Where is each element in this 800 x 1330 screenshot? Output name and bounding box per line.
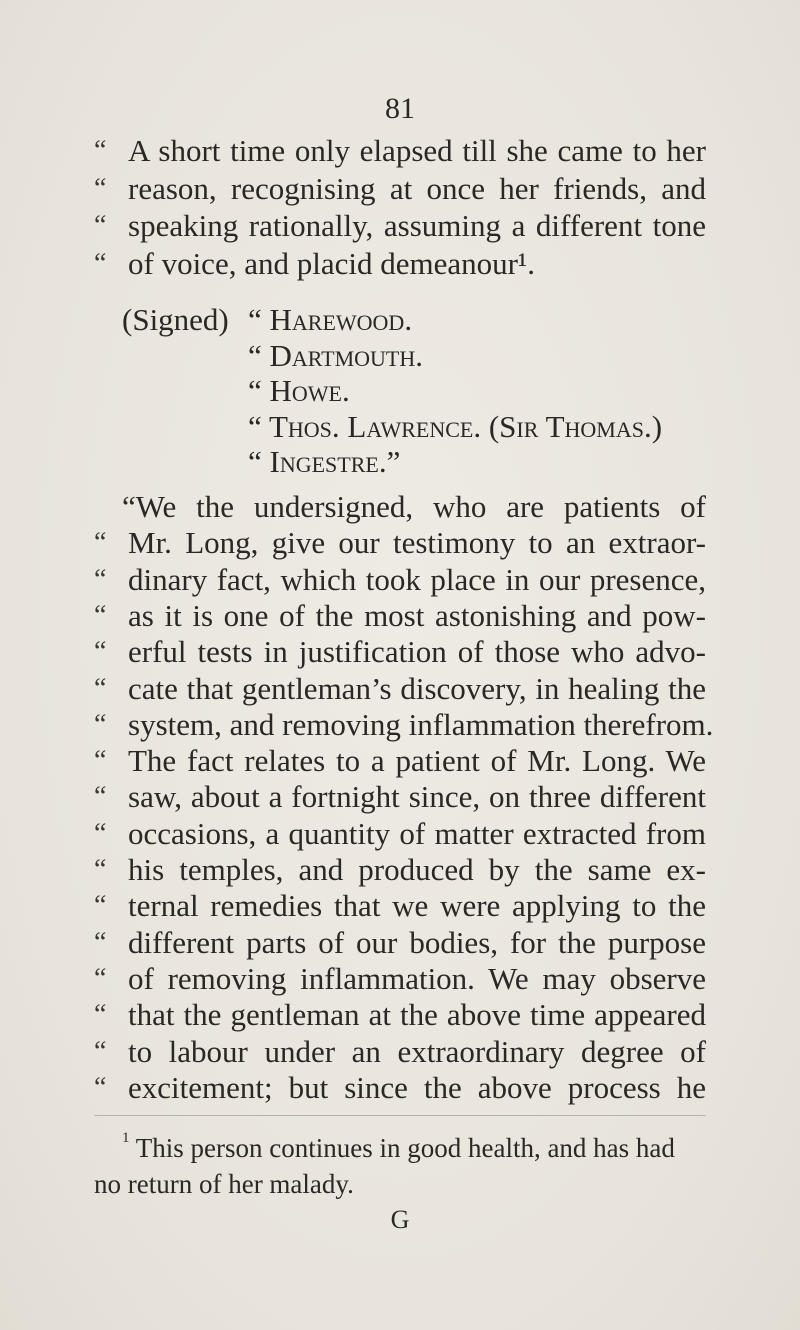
- para2-line-4: as it is one of the most astonishing and pow-: [128, 597, 706, 633]
- signed-label: (Signed): [122, 302, 229, 337]
- footnote-line-2: no return of her malady.: [94, 1169, 354, 1199]
- quote-mark: “: [94, 854, 107, 885]
- quote-mark: “: [94, 1071, 107, 1103]
- quote-mark: “: [94, 172, 107, 204]
- para1-line-1: A short time only elapsed till she came to her: [128, 133, 706, 168]
- quote-mark: “: [94, 781, 107, 813]
- printer-signature-mark: G: [390, 1205, 410, 1234]
- quote-mark: “: [94, 527, 107, 559]
- para2-line-9: saw, about a fortnight since, on three different: [128, 779, 706, 815]
- quote-mark: “: [94, 247, 107, 279]
- para2-line-8: The fact relates to a patient of Mr. Long. We: [128, 743, 706, 779]
- quote-mark: “: [94, 210, 107, 241]
- quote-mark: “: [94, 708, 107, 740]
- footnote-text: This person continues in good health, and has had: [129, 1133, 675, 1163]
- para2-line-15: that the gentleman at the above time appeared: [128, 997, 706, 1033]
- para1-line-3: speaking rationally, assuming a different tone: [128, 208, 706, 243]
- quote-mark: “: [94, 672, 107, 704]
- para2-line-1: “We the undersigned, who are patients of: [122, 489, 706, 524]
- para2-line-6: cate that gentleman’s discovery, in healing the: [128, 670, 706, 706]
- para1-line-2: reason, recognising at once her friends, and: [128, 170, 706, 206]
- para1-line-4: of voice, and placid demeanour¹.: [128, 245, 535, 281]
- quote-mark: “: [94, 817, 107, 849]
- para2-line-3: dinary fact, which took place in our presence,: [128, 561, 706, 597]
- signatory-1: “ Harewood.: [248, 302, 413, 337]
- quote-mark: “: [94, 563, 107, 595]
- page-number: 81: [385, 92, 415, 125]
- footnote-rule: [94, 1115, 706, 1116]
- quote-mark: “: [94, 135, 107, 166]
- para2-line-7: system, and removing inflammation therefrom.: [128, 706, 714, 742]
- quote-mark: “: [94, 890, 107, 922]
- para2-line-16: to labour under an extraordinary degree of: [128, 1033, 706, 1069]
- footnote-marker: 1: [122, 1130, 130, 1146]
- para2-line-5: erful tests in justification of those who advo-: [128, 634, 706, 670]
- para2-line-11: his temples, and produced by the same ex-: [128, 852, 706, 887]
- signatory-2: “ Dartmouth.: [248, 337, 423, 373]
- para2-line-2: Mr. Long, give our testimony to an extraor-: [128, 525, 706, 561]
- para2-line-17: excitement; but since the above process he: [128, 1069, 706, 1105]
- quote-mark: “: [94, 926, 107, 958]
- quote-mark: “: [94, 962, 107, 994]
- para2-line-10: occasions, a quantity of matter extracted from: [128, 815, 706, 851]
- signatory-3: “ Howe.: [248, 373, 350, 408]
- para2-line-13: different parts of our bodies, for the purpose: [128, 924, 706, 960]
- signatory-5: “ Ingestre.”: [248, 444, 401, 479]
- para2-line-12: ternal remedies that we were applying to the: [128, 888, 706, 924]
- quote-mark: “: [94, 745, 107, 777]
- quote-mark: “: [94, 999, 107, 1031]
- quote-mark: “: [94, 599, 107, 631]
- footnote-line-1: [122, 1128, 675, 1168]
- para2-line-14: of removing inflammation. We may observe: [128, 960, 706, 996]
- quote-mark: “: [94, 1035, 107, 1067]
- signatory-4: “ Thos. Lawrence. (Sir Thomas.): [248, 408, 663, 444]
- quote-mark: “: [94, 636, 107, 668]
